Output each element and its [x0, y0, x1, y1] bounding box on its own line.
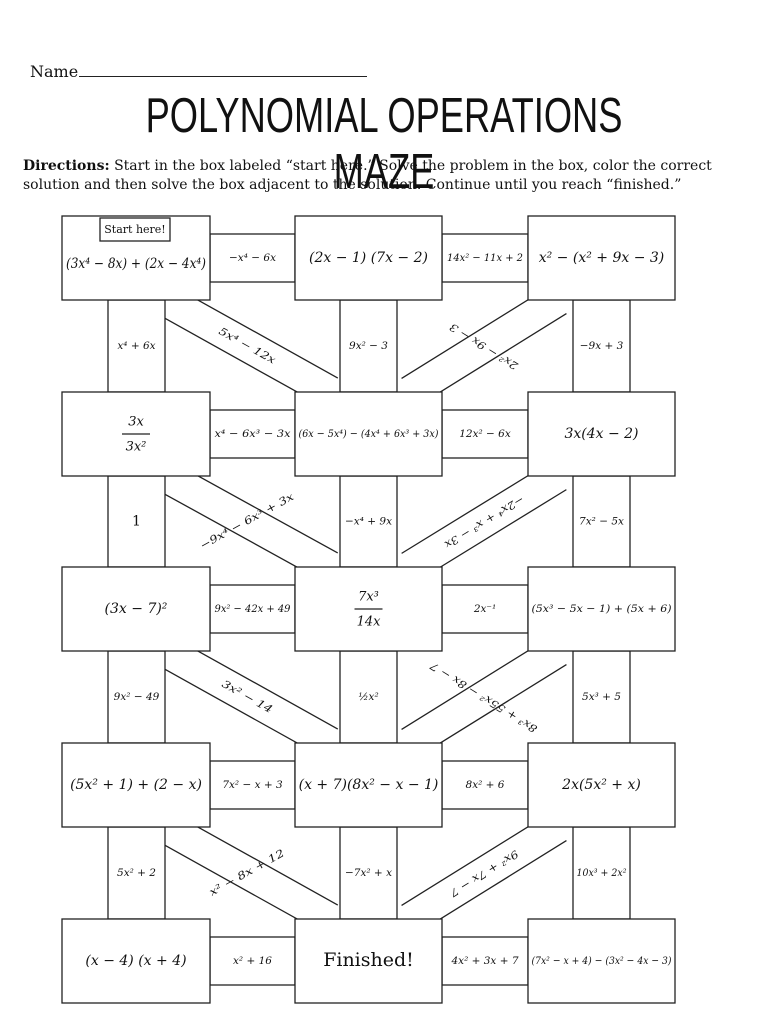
diagonal-connector-answer: −9x⁴ − 6x³ + 3x [198, 500, 280, 553]
vertical-connector-answer: −7x² + x [344, 867, 393, 879]
horizontal-connector-answer: x² + 16 [233, 955, 272, 967]
horizontal-connector-answer: 14x² − 11x + 2 [447, 252, 524, 264]
vertical-connector-answer: 5x³ + 5 [582, 691, 621, 703]
problem-text: (3x⁴ − 8x) + (2x − 4x⁴) [66, 256, 206, 272]
vertical-connector-answer: 10x³ + 2x² [576, 867, 627, 879]
diagonal-connector-answer: 8x³ + 55x² − 8x − 7 [443, 668, 540, 735]
horizontal-connector-answer: x⁴ − 6x³ − 3x [214, 428, 291, 440]
diagonal-connector-answer: 3x² − 14 [219, 678, 266, 711]
name-label: Name [30, 62, 79, 81]
problem-text: (7x² − x + 4) − (3x² − 4x − 3) [531, 955, 672, 967]
vertical-connector-answer: 1 [132, 513, 141, 530]
fraction-numerator: 3x [128, 414, 144, 430]
problem-text: x² − (x² + 9x − 3) [538, 250, 665, 266]
fraction-numerator: 7x³ [358, 589, 379, 605]
horizontal-connector-answer: 8x² + 6 [465, 779, 505, 791]
horizontal-connector-answer: 7x² − x + 3 [222, 779, 283, 791]
problem-text: (2x − 1) (7x − 2) [309, 250, 428, 266]
vertical-connector-answer: 9x² − 3 [349, 340, 388, 352]
problem-text: 2x(5x² + x) [562, 777, 641, 793]
problem-text: (3x − 7)² [104, 601, 168, 617]
fraction-denominator: 3x² [125, 439, 147, 455]
problem-text: (x + 7)(8x² − x − 1) [298, 777, 439, 793]
fraction-denominator: 14x [356, 614, 381, 630]
vertical-connector-answer: −9x + 3 [579, 340, 624, 352]
problem-text: (5x³ − 5x − 1) + (5x + 6) [531, 603, 672, 615]
vertical-connector-answer: ½x² [358, 691, 379, 703]
directions-text: Start in the box labeled “start here.” Solve the problem in the box, color the correct solution and then solve the box adjacent to the solution. Continue until you reach “finished.” [23, 158, 712, 193]
problem-text: (6x − 5x⁴) − (4x⁴ + 6x³ + 3x) [298, 428, 439, 440]
problem-text: (5x² + 1) + (2 − x) [70, 777, 202, 793]
horizontal-connector-answer: 12x² − 6x [459, 428, 511, 440]
worksheet-title: POLYNOMIAL OPERATIONS MAZE [145, 89, 623, 199]
directions-label: Directions: [23, 158, 110, 174]
horizontal-connector-answer: −x⁴ − 6x [228, 252, 277, 264]
problem-text: (x − 4) (x + 4) [85, 953, 187, 969]
vertical-connector-answer: −x⁴ + 9x [344, 515, 393, 528]
vertical-connector-answer: x⁴ + 6x [117, 340, 156, 352]
finished-label: Finished! [323, 949, 414, 971]
horizontal-connector-answer: 2x⁻¹ [473, 603, 497, 615]
diagonal-connector-answer: x² − 8x + 12 [207, 855, 272, 899]
start-here-label: Start here! [104, 223, 166, 236]
diagonal-connector-answer: 9x² + 7x − 7 [457, 847, 521, 893]
diagonal-connector-answer: 2x² − 9x − 3 [457, 326, 521, 372]
vertical-connector-answer: 9x² − 49 [113, 691, 160, 703]
problem-text: 3x(4x − 2) [564, 426, 639, 442]
vertical-connector-answer: 7x² − 5x [579, 515, 624, 528]
horizontal-connector-answer: 9x² − 42x + 49 [214, 603, 291, 615]
diagonal-connector-answer: −2x⁴ + x³ − 3x [452, 492, 526, 545]
diagonal-connector-answer: 5x⁴ − 12x [216, 325, 268, 362]
horizontal-connector-answer: 4x² + 3x + 7 [451, 955, 519, 967]
vertical-connector-answer: 5x² + 2 [117, 867, 156, 879]
